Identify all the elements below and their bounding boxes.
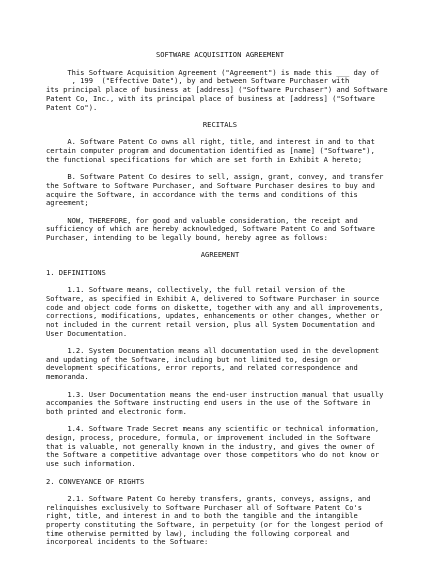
intro-paragraph: This Software Acquisition Agreement ("Agreement") is made this ___ day of , 199 ("Effective Date"), by and between Software Purchaser with its principal place of business at [address] ("Software Purchaser") and Software Patent Co, Inc., with its principal place of business at [address] ("Software Patent Co").	[46, 67, 388, 112]
conveyance-2-1: 2.1. Software Patent Co hereby transfers, grants, conveys, assigns, and relinquishes exclusively to Software Purchaser all of Software Patent Co's right, title, and interest in and to both the tangible and the intangible property constituting the Software, in perpetuity (or for the longest period of time otherwise permitted by law), including the following corporeal and incorporeal incidents to the Software:	[46, 493, 384, 547]
definition-1-1: 1.1. Software means, collectively, the full retail version of the Software, as specified in Exhibit A, delivered to Software Purchaser in source code and object code forms on diskette, together with any and all improvements, corrections, modifications, updates, enhancements or other changes, whether or not included in the current retail version, plus all System Documentation and User Documentation.	[46, 285, 384, 338]
definition-1-2: 1.2. System Documentation means all documentation used in the development and updating of the Software, including but not limited to, design or development specifications, error reports, and related correspondence and memoranda.	[46, 346, 380, 382]
definition-1-4: 1.4. Software Trade Secret means any scientific or technical information, design, process, procedure, formula, or improvement included in the Software that is valuable, not generally known in the industry, and gives the owner of the Software a competitive advantage over those competitors who do not know or use such information.	[46, 424, 380, 469]
recital-b: B. Software Patent Co desires to sell, assign, grant, convey, and transfer the Software to Software Purchaser, and Software Purchaser desires to buy and acquire the Software, in accordance with the terms and conditions of this agreement;	[46, 172, 384, 208]
document-title: SOFTWARE ACQUISITION AGREEMENT	[155, 50, 285, 59]
now-therefore-paragraph: NOW, THEREFORE, for good and valuable consideration, the receipt and sufficiency of which are hereby acknowledged, Software Patent Co and Software Purchaser, intending to be legally bound, hereby agree as follows:	[46, 215, 375, 242]
definition-1-3: 1.3. User Documentation means the end-user instruction manual that usually accompanies the Software instructing end users in the use of the Software in both printed and electronic form.	[46, 389, 384, 416]
section-2-heading: 2. CONVEYANCE OF RIGHTS	[46, 476, 145, 486]
section-1-heading: 1. DEFINITIONS	[46, 267, 106, 277]
agreement-heading: AGREEMENT	[200, 250, 240, 260]
recital-a: A. Software Patent Co owns all right, title, and interest in and to that certain computer program and documentation identified as [name] ("Software"), the functional specifications for which are set forth in Exhibit A hereto;	[46, 137, 375, 164]
recitals-heading: RECITALS	[202, 119, 238, 129]
